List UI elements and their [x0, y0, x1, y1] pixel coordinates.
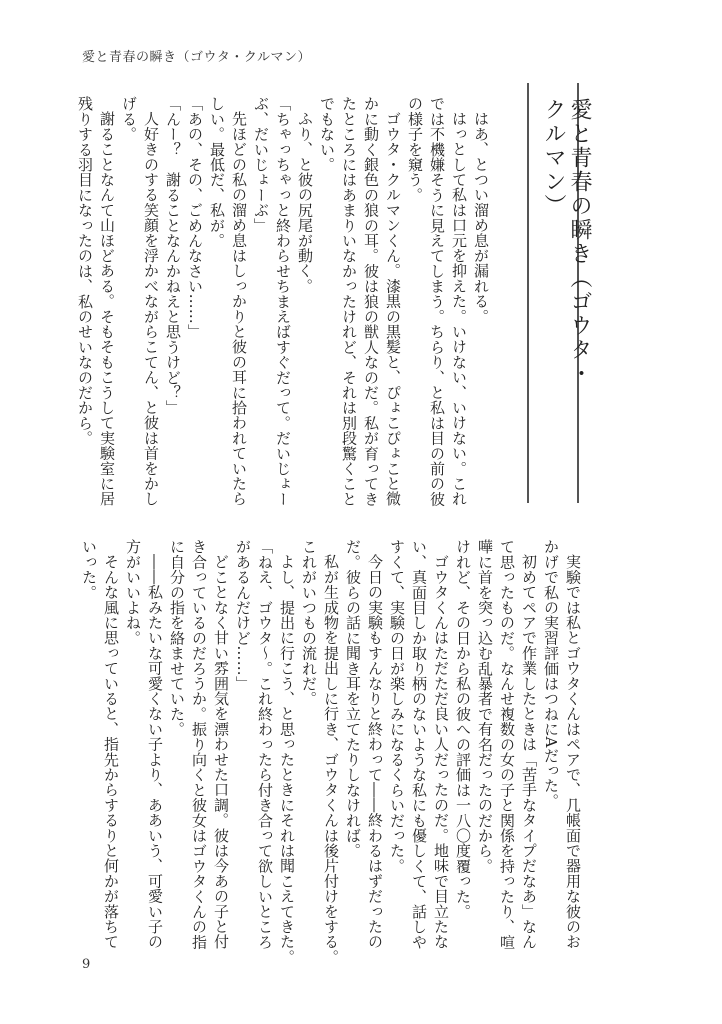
- text-line: ゴウタ・クルマンくん。漆黒の黒髪と、ぴょこぴょこと微: [384, 111, 402, 507]
- text-line: しい。最低だ、私が。: [208, 96, 226, 248]
- page-number: 9: [82, 957, 91, 972]
- text-line: ――私みたいな可愛くない子より、ああいう、可愛い子の: [146, 554, 164, 950]
- text-line: どことなく甘い雰囲気を漂わせた口調。彼は今あの子と付: [212, 554, 230, 950]
- text-line: けれど、その日から私の彼への評価は一八〇度覆った。: [454, 539, 472, 919]
- text-line: に自分の指を絡ませていた。: [168, 539, 186, 737]
- text-line: 嘩に首を突っ込む乱暴者で有名だったのだから。: [476, 539, 494, 874]
- text-line: 「ねえ、ゴウタ～。これ終わったら付き合って欲しいところ: [256, 539, 274, 950]
- text-line: ゴウタくんはただただ良い人だったのだ。地味で目立たな: [432, 554, 450, 950]
- text-line: たところにはあまりいなかったけれど、それは別段驚くこと: [340, 96, 358, 507]
- text-line: 方がいいよね。: [124, 539, 142, 646]
- text-line: ふり、と彼の尻尾が動く。: [296, 111, 314, 294]
- text-line: よし、提出に行こう、と思ったときにそれは聞こえてきた。: [278, 554, 296, 965]
- text-line: すくて、実験の日が楽しみになるくらいだった。: [388, 539, 406, 874]
- running-head: 愛と青春の瞬き（ゴウタ・クルマン）: [82, 50, 311, 65]
- text-line: そんな風に思っていると、指先からするりと何かが落ちて: [102, 554, 120, 950]
- text-line: では不機嫌そうに見えてしまう。ちらり、と私は目の前の彼: [428, 96, 446, 507]
- text-line: これがいつもの流れだ。: [300, 539, 318, 707]
- text-line: だ。彼らの話に聞き耳を立てたりしなければ。: [344, 539, 362, 859]
- text-line: て思ったものだ。なんせ複数の女の子と関係を持ったり、喧: [498, 539, 516, 950]
- text-line: 先ほどの私の溜め息はしっかりと彼の耳に拾われていたら: [230, 111, 248, 507]
- text-line: 実験では私とゴウタくんはペアで、几帳面で器用な彼のお: [564, 554, 582, 950]
- text-line: かに動く銀色の狼の耳。彼は狼の獣人なのだ。私が育ってき: [362, 96, 380, 507]
- text-line: 「ちゃっちゃっと終わらせちまえばすぐだって。だいじょー: [274, 96, 292, 507]
- text-line: 今日の実験もすんなりと終わって――終わるはずだったの: [366, 554, 384, 950]
- text-line: げる。: [120, 96, 138, 142]
- text-line: 初めてペアで作業したときは「苦手なタイプだなあ」なん: [520, 554, 538, 950]
- text-line: き合っているのだろうか。振り向くと彼女はゴウタくんの指: [190, 539, 208, 950]
- text-line: があるんだけど……」: [234, 539, 252, 691]
- text-line: 私が生成物を提出しに行き、ゴウタくんは後片付けをする。: [322, 554, 340, 965]
- text-line: はあ、とつい溜め息が漏れる。: [472, 111, 490, 324]
- title-rule-left: [527, 83, 529, 503]
- text-line: かげで私の実習評価はつねにAだった。: [542, 539, 560, 809]
- text-line: いった。: [80, 539, 98, 600]
- text-line: はっとして私は口元を抑えた。いけない、いけない。これ: [450, 111, 468, 507]
- text-line: 残りする羽目になったのは、私のせいなのだから。: [76, 96, 94, 446]
- upper-text-block: [74, 96, 492, 507]
- text-line: 謝ることなんて山ほどある。そもそもこうして実験室に居: [98, 111, 116, 507]
- text-line: の様子を窺う。: [406, 96, 424, 203]
- text-line: 人好きのする笑顔を浮かべながらこてん、と彼は首をかし: [142, 111, 160, 507]
- lower-text-block: [78, 539, 584, 965]
- text-line: 「んー？ 謝ることなんかねえと思うけど？」: [164, 96, 182, 416]
- text-line: 「あの、その、ごめんなさい……」: [186, 96, 204, 340]
- text-line: ぶ、だいじょーぶ」: [252, 96, 270, 233]
- text-line: でもない。: [318, 96, 336, 172]
- text-line: い、真面目しか取り柄のないような私にも優しくて、話しや: [410, 539, 428, 950]
- chapter-title: 愛と青春の瞬き（ゴウタ・クルマン）: [541, 98, 592, 386]
